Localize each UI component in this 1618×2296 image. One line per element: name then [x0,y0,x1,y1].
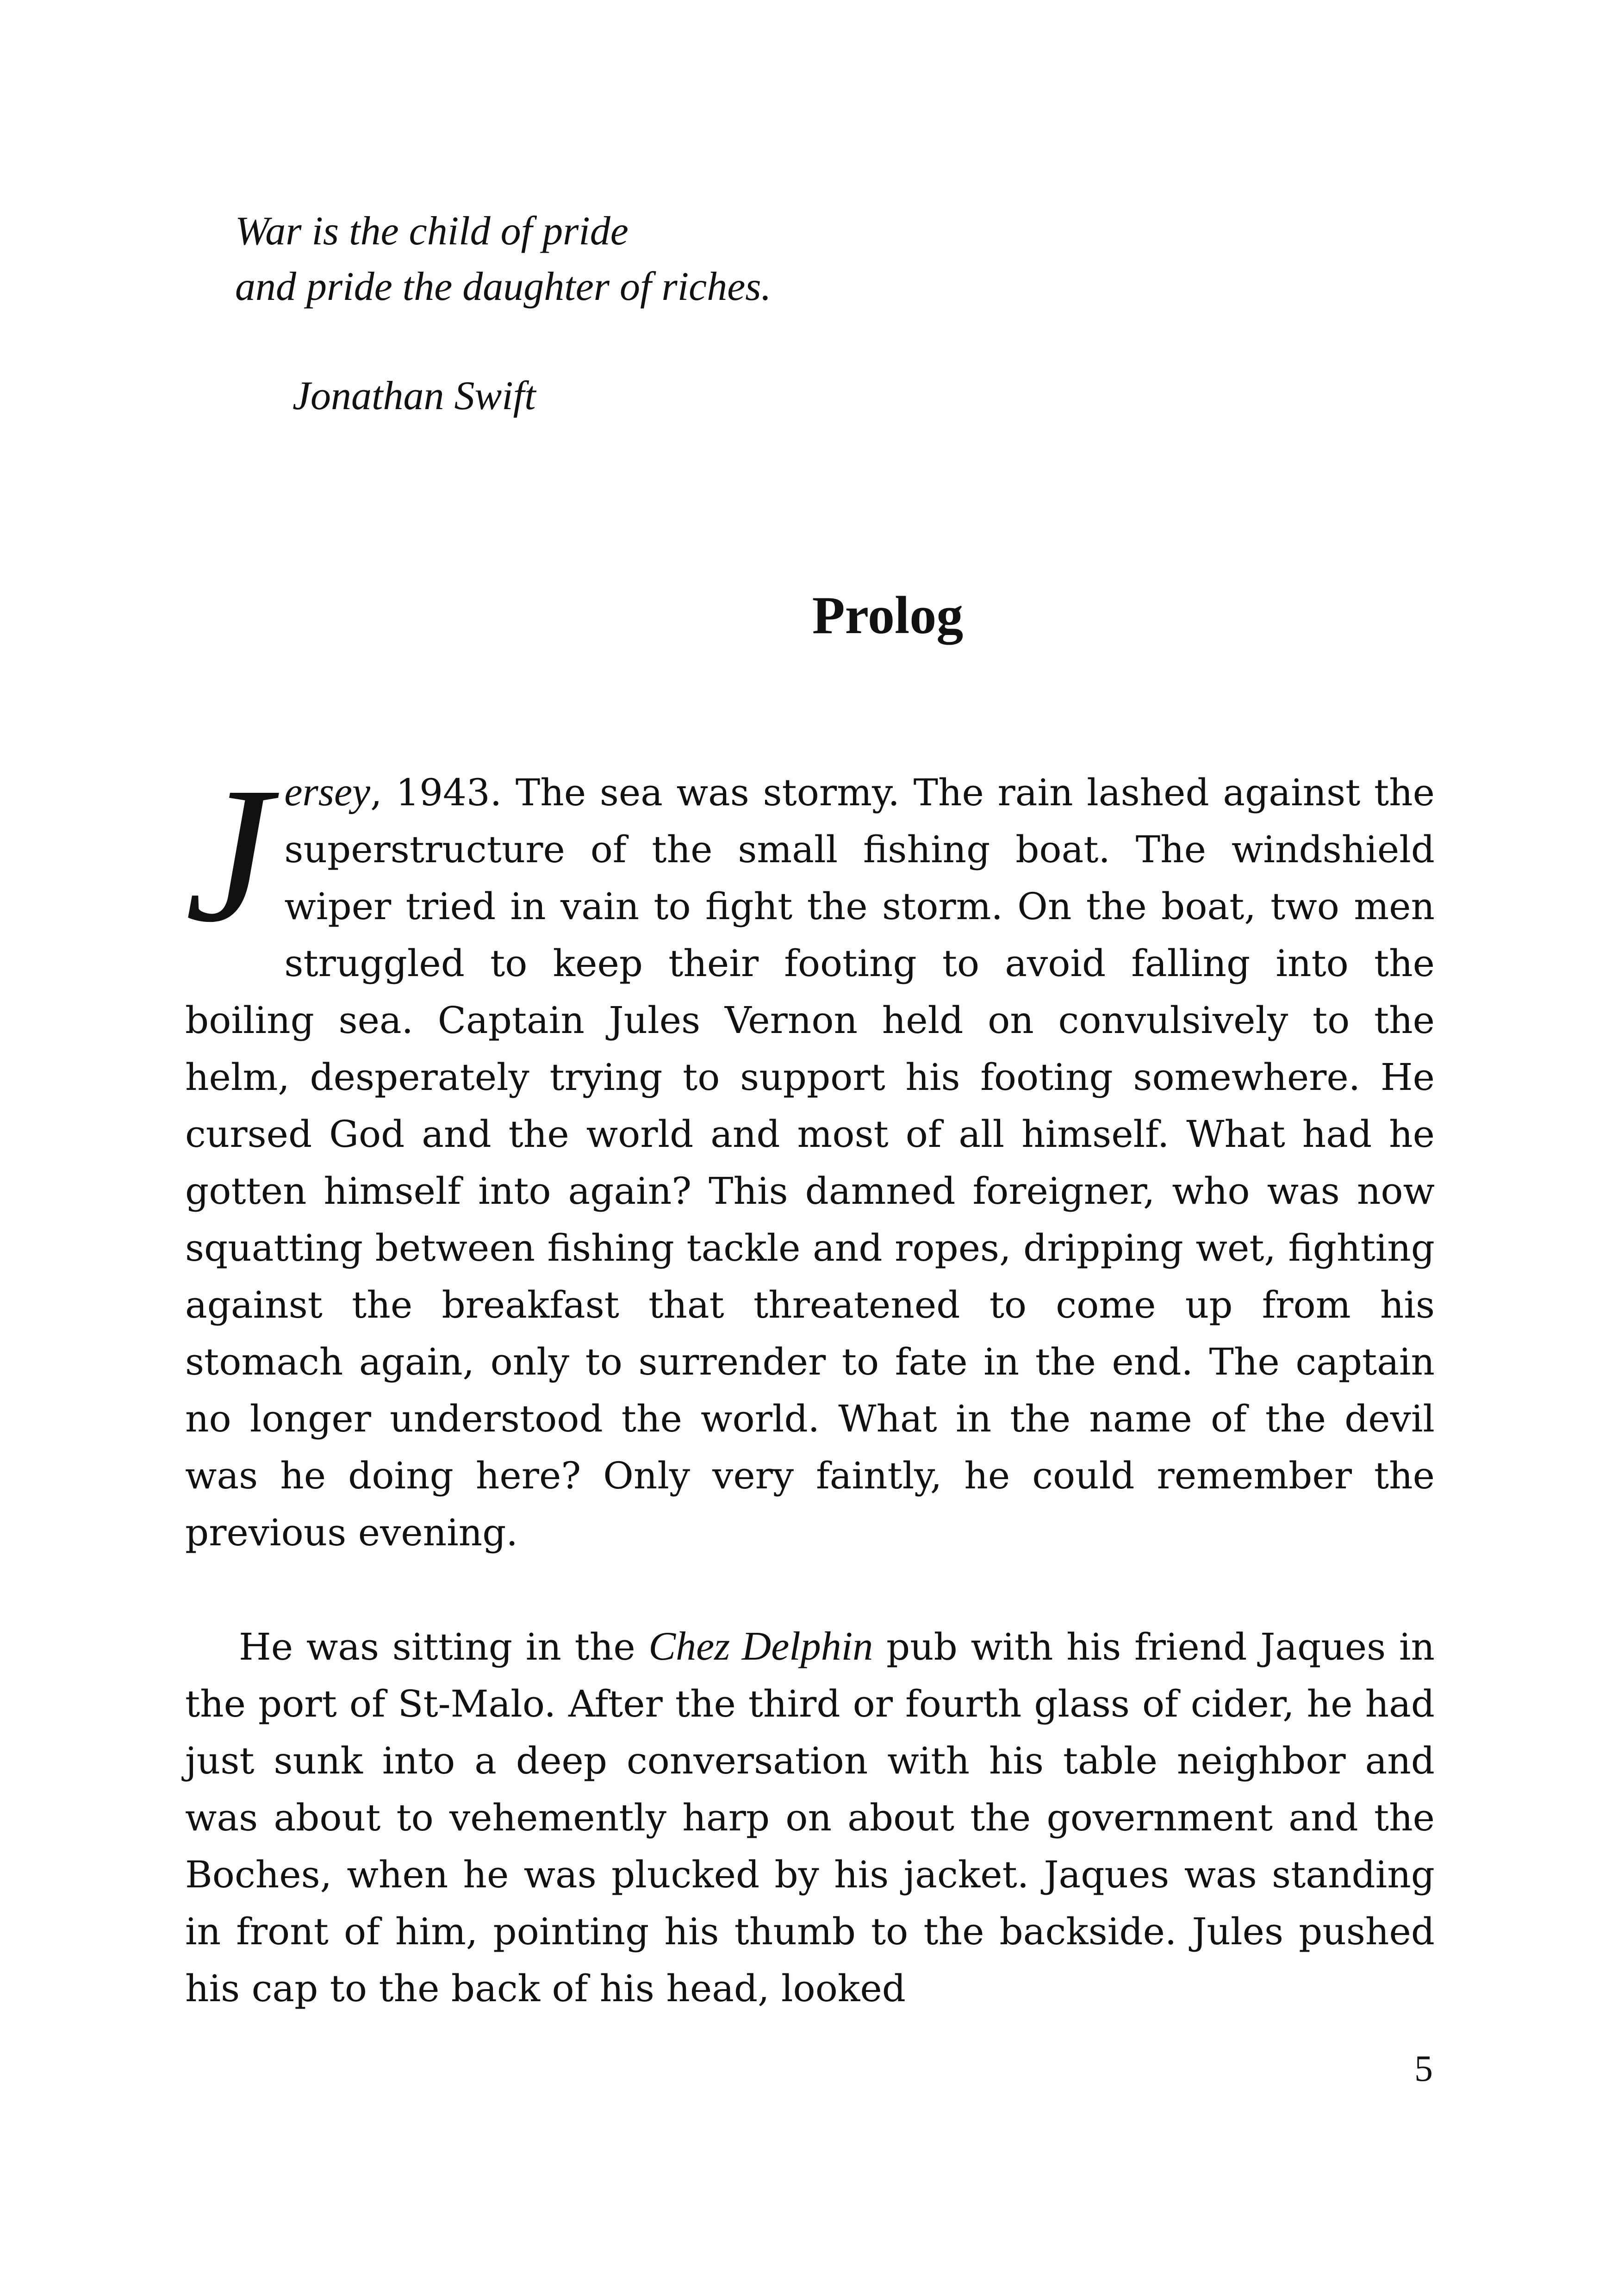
page-number: 5 [1414,2048,1433,2089]
paragraph-1 [185,747,1435,1561]
epigraph-line-2: and pride the daughter of riches. [235,264,772,309]
chapter-title: Prolog [812,586,964,645]
paragraph-1-text: , 1943. The sea was stormy. The rain lashed against the superstructure of the small fishing boat. The windshield wiper tried in vain to fight the storm. On the boat, two men struggled to keep their footing to avoid falling into the boiling sea. Captain Jules Vernon held on convulsively to the helm, desperately trying to support his footing somewhere. He cursed God and the world and most of all himself. What had he gotten himself into again? This damned foreigner, who was now squatting between fishing tackle and ropes, dripping wet, fighting against the breakfast that threatened to come up from his stomach again, only to surrender to fate in the end. The captain no longer understood the world. What in the name of the devil was he doing here? Only very faintly, he could remember the previous evening. [185,771,1435,1554]
paragraph-2 [185,1618,1435,2017]
paragraph-2-text-after: pub with his friend Jaques in the port of St-Malo. After the third or fourth glass of cider, he had just sunk into a deep conversation with his table neighbor and was about to vehemently harp on about the government and the Boches, when he was plucked by his jacket. Jaques was standing in front of him, pointing his thumb to the backside. Jules pushed his cap to the back of his head, looked [185,1625,1435,2010]
paragraph-2-text-before: He was sitting in the [239,1625,649,1668]
paragraph-1-lead-italic: ersey [284,770,371,815]
epigraph-author: Jonathan Swift [292,373,536,418]
epigraph-line-1: War is the child of pride [235,209,629,254]
paragraph-2-italic-pub-name: Chez Delphin [648,1624,873,1669]
drop-cap: J [185,747,272,962]
epigraph [235,204,1161,424]
chapter-body [185,747,1435,2017]
